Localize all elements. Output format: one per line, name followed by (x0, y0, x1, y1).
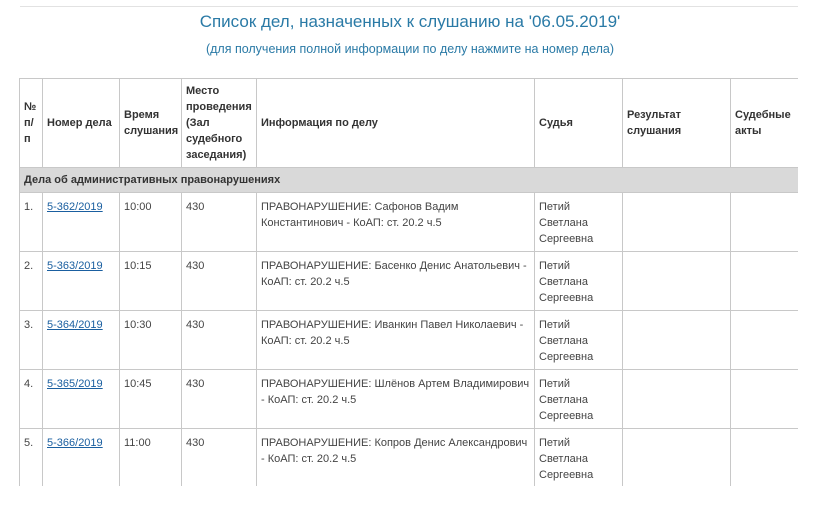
cell-info: ПРАВОНАРУШЕНИЕ: Басенко Денис Анатольевич - КоАП: ст. 20.2 ч.5 (257, 252, 535, 311)
col-header-num: № п/п (20, 79, 43, 168)
cell-judge: Петий Светлана Сергеевна (535, 193, 623, 252)
cell-result (623, 252, 731, 311)
col-header-place: Место проведения (Зал судебного заседания) (182, 79, 257, 168)
table-row (20, 429, 799, 487)
cell-acts (731, 193, 799, 252)
cell-info: ПРАВОНАРУШЕНИЕ: Копров Денис Александрович - КоАП: ст. 20.2 ч.5 (257, 429, 535, 487)
cell-judge: Петий Светлана Сергеевна (535, 252, 623, 311)
cell-time: 10:00 (120, 193, 182, 252)
col-header-case-number: Номер дела (43, 79, 120, 168)
cell-time: 10:45 (120, 370, 182, 429)
cell-judge: Петий Светлана Сергеевна (535, 311, 623, 370)
cell-info: ПРАВОНАРУШЕНИЕ: Шлёнов Артем Владимирович - КоАП: ст. 20.2 ч.5 (257, 370, 535, 429)
col-header-time: Время слушания (120, 79, 182, 168)
col-header-judge: Судья (535, 79, 623, 168)
cell-judge: Петий Светлана Сергеевна (535, 370, 623, 429)
cell-place: 430 (182, 311, 257, 370)
group-label: Дела об административных правонарушениях (20, 168, 799, 193)
case-number-link[interactable]: 5-362/2019 (47, 201, 103, 213)
cell-judge: Петий Светлана Сергеевна (535, 429, 623, 487)
cell-num: 1. (20, 193, 43, 252)
cell-place: 430 (182, 370, 257, 429)
cell-acts (731, 370, 799, 429)
table-row (20, 370, 799, 429)
cell-num: 3. (20, 311, 43, 370)
cell-case-number (43, 370, 120, 429)
cell-result (623, 193, 731, 252)
cell-acts (731, 429, 799, 487)
top-divider (20, 6, 798, 7)
cell-acts (731, 252, 799, 311)
cell-case-number (43, 193, 120, 252)
case-number-link[interactable]: 5-365/2019 (47, 378, 103, 390)
cell-info: ПРАВОНАРУШЕНИЕ: Иванкин Павел Николаевич - КоАП: ст. 20.2 ч.5 (257, 311, 535, 370)
cell-info: ПРАВОНАРУШЕНИЕ: Сафонов Вадим Константинович - КоАП: ст. 20.2 ч.5 (257, 193, 535, 252)
cell-acts (731, 311, 799, 370)
table-row (20, 311, 799, 370)
cell-case-number (43, 311, 120, 370)
case-number-link[interactable]: 5-364/2019 (47, 319, 103, 331)
cell-place: 430 (182, 193, 257, 252)
cell-result (623, 429, 731, 487)
group-row (20, 168, 799, 193)
cell-place: 430 (182, 429, 257, 487)
col-header-result: Результат слушания (623, 79, 731, 168)
cell-result (623, 311, 731, 370)
case-number-link[interactable]: 5-363/2019 (47, 260, 103, 272)
col-header-acts: Судебные акты (731, 79, 799, 168)
col-header-info: Информация по делу (257, 79, 535, 168)
cell-case-number (43, 252, 120, 311)
cell-time: 10:30 (120, 311, 182, 370)
table-row (20, 252, 799, 311)
cell-result (623, 370, 731, 429)
cell-num: 5. (20, 429, 43, 487)
cell-time: 11:00 (120, 429, 182, 487)
table-header-row (20, 79, 799, 168)
cell-num: 4. (20, 370, 43, 429)
cell-num: 2. (20, 252, 43, 311)
cell-place: 430 (182, 252, 257, 311)
case-number-link[interactable]: 5-366/2019 (47, 437, 103, 449)
page-subtitle: (для получения полной информации по делу нажмите на номер дела) (205, 42, 615, 56)
hearings-table (19, 78, 798, 486)
page-title: Список дел, назначенных к слушанию на '06.05.2019' (199, 12, 621, 31)
table-row (20, 193, 799, 252)
hearings-table-container[interactable] (19, 78, 798, 486)
cell-time: 10:15 (120, 252, 182, 311)
cell-case-number (43, 429, 120, 487)
